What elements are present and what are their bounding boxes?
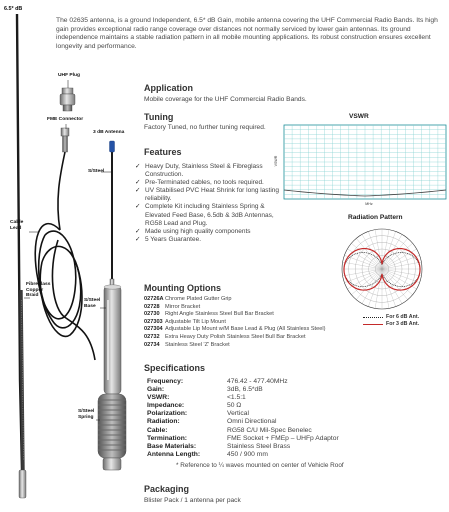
mounting-item: 02728 Mirror Bracket — [144, 303, 201, 310]
check-icon: ✓ — [135, 179, 141, 187]
check-icon: ✓ — [135, 163, 141, 170]
fme-connector-icon — [61, 128, 69, 152]
check-icon: ✓ — [135, 187, 141, 195]
tuning-text: Factory Tuned, no further tuning required. — [144, 124, 266, 131]
specifications-heading: Specifications — [144, 363, 206, 373]
check-icon: ✓ — [135, 227, 141, 235]
mounting-heading: Mounting Options — [144, 283, 221, 293]
features-heading: Features — [144, 147, 182, 157]
stainless-base-icon — [104, 285, 121, 394]
feature-item: ✓ Complete Kit including Stainless Spring & Elevated Feed Base, 6.5db & 3dB Antennas, RG58 Lead and Plug. — [135, 203, 274, 227]
legend-item: For 3 dB Ant. — [363, 321, 419, 328]
spec-footnote: * Reference to ¼ waves mounted on center of Vehicle Roof — [176, 462, 344, 469]
mounting-item: 027304 Adjustable Lip Mount w/M Base Lead & Plug (All Stainless Steel) — [144, 326, 326, 333]
spec-row: Radiation: Omni Directional — [147, 418, 277, 426]
spec-row: VSWR: <1.5:1 — [147, 394, 246, 402]
packaging-heading: Packaging — [144, 484, 190, 494]
callout-ss-base: S/Steel Base — [84, 298, 101, 309]
radiation-pattern-chart — [339, 226, 425, 312]
callout-3db-antenna: 3 dB Antenna — [93, 130, 125, 135]
callout-ss-spring: S/Steel Spring — [78, 409, 95, 420]
check-icon: ✓ — [135, 235, 141, 243]
spec-row: Frequency: 476.42 - 477.40MHz — [147, 378, 288, 385]
mounting-item: 02726A Chrome Plated Gutter Grip — [144, 296, 232, 302]
mounting-item: 02730 Right Angle Stainless Steel Bull Bar Bracket — [144, 311, 274, 318]
radiation-title: Radiation Pattern — [348, 214, 403, 221]
mounting-item: 02732 Extra Heavy Duty Polish Stainless Steel Bull Bar Bracket — [144, 333, 306, 340]
gain-label: 6.5* dB — [4, 6, 23, 12]
spec-row: Antenna Length: 450 / 900 mm — [147, 450, 268, 458]
application-text: Mobile coverage for the UHF Commercial Radio Bands. — [144, 96, 307, 103]
feature-item: ✓ Heavy Duty, Stainless Steel & Fibreglass Construction. — [135, 163, 263, 179]
vswr-ylabel: VSWR — [274, 155, 278, 167]
feature-item: ✓ Pre-Terminated cables, no tools required. — [135, 179, 264, 187]
check-icon: ✓ — [135, 203, 141, 211]
spec-row: Base Materials: Stainless Steel Brass — [147, 442, 291, 450]
spec-row: Impedance: 50 Ω — [147, 402, 242, 410]
spec-row: Cable: RG58 C/U Mil-Spec Benelec — [147, 426, 312, 434]
callout-uhf-plug: UHF Plug — [58, 73, 81, 78]
legend-swatch — [363, 324, 383, 325]
callout-fme-connector: FME Connector — [47, 117, 84, 122]
vswr-xlabel: MHz — [365, 202, 373, 206]
mounting-item: 027303 Adjustable Tilt Lip Mount — [144, 318, 226, 325]
product-intro: The 02635 antenna, is a ground Independent, 6.5* dB Gain, mobile antenna covering the UHF Commercial Radio Bands. Its high gain provides exceptional radio range coverage over distances not normally serviced by lower gain antennas. Its ground independence maintains a stable radiation pattern in all mobile mounting applications. Its robust construction ensures excellent longevity and performance. — [56, 17, 438, 50]
spec-row: Termination: FME Socket + FMEp – UHFp Adaptor — [147, 434, 339, 442]
vswr-title: VSWR — [349, 113, 369, 120]
specifications-table — [147, 378, 427, 459]
feature-item: ✓ UV Stabilised PVC Heat Shrink for long lasting reliability. — [135, 187, 280, 203]
callout-cable-lead: Cable Lead — [10, 220, 24, 231]
uhf-plug-icon — [60, 88, 75, 111]
vswr-chart — [272, 121, 447, 207]
callout-fibreglass-braid: Fibreglass Copper Braid — [26, 282, 51, 299]
stainless-spring-icon — [98, 394, 126, 470]
legend-item: For 6 dB Ant. — [363, 314, 419, 321]
coiled-cable — [35, 152, 95, 360]
legend-swatch — [363, 317, 383, 318]
features-list — [134, 163, 284, 244]
feature-item: ✓ 5 Years Guarantee. — [135, 235, 202, 243]
tuning-heading: Tuning — [144, 112, 174, 122]
radiation-legend — [363, 314, 419, 328]
callout-ss-steel-top: S/Steel — [88, 169, 105, 174]
application-heading: Application — [144, 83, 193, 93]
spec-row: Gain: 3dB, 6.5*dB — [147, 386, 263, 394]
mounting-item: 02734 Stainless Steel 'Z' Bracket — [144, 341, 230, 348]
packaging-text: Blister Pack / 1 antenna per pack — [144, 497, 241, 504]
spec-row: Polarization: Vertical — [147, 410, 249, 418]
feature-item: ✓ Made using high quality components — [135, 227, 251, 235]
